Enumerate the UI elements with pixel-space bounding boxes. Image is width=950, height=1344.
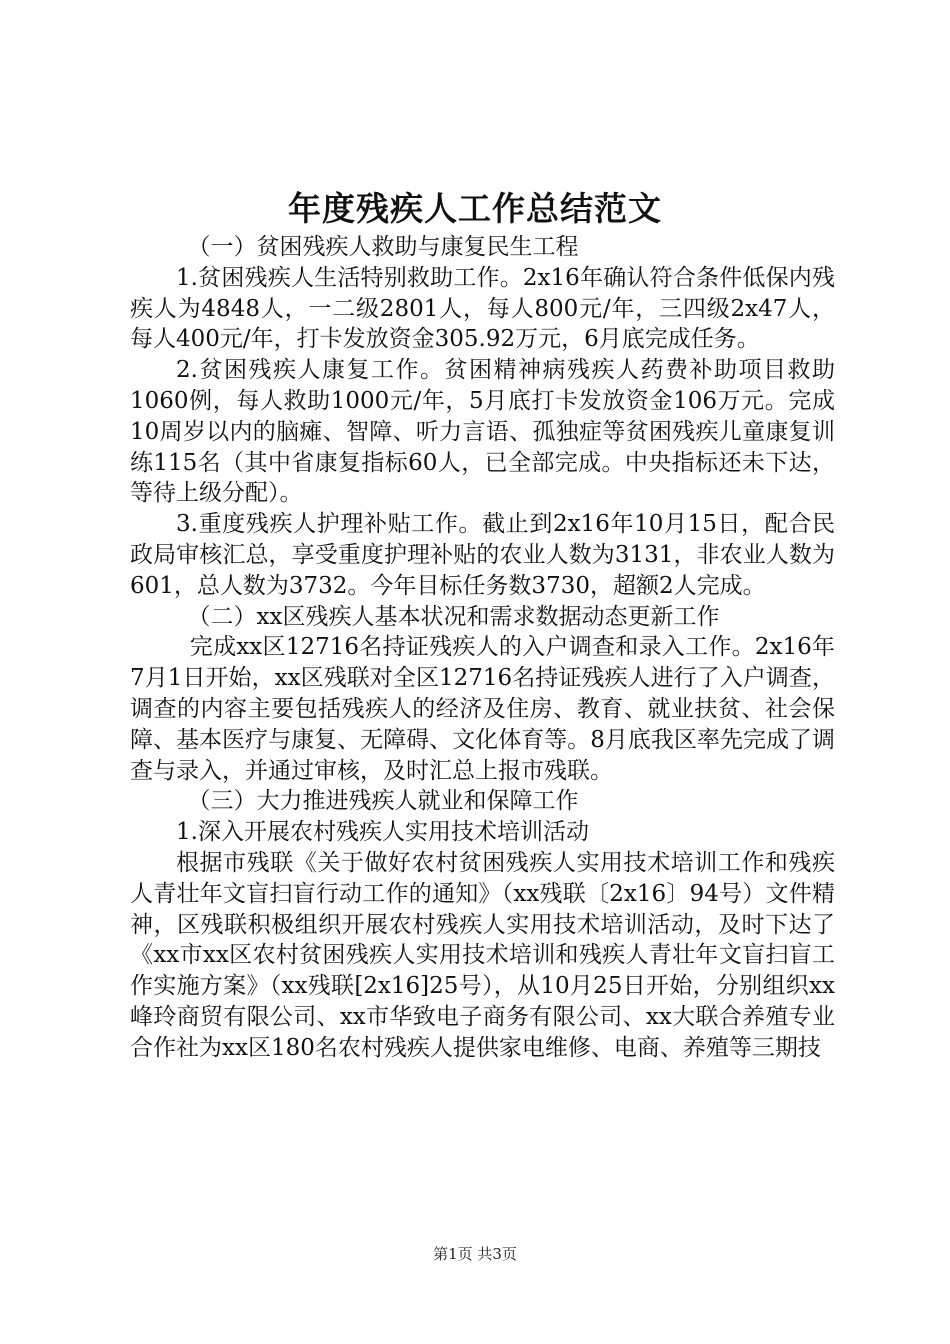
paragraph-survey: 完成xx区12716名持证残疾人的入户调查和录入工作。2x16年7月1日开始，xx区残联对全区12716名持证残疾人进行了入户调查，调查的内容主要包括残疾人的经济及住房、教育、就业扶贫、社会保障、基本医疗与康复、无障碍、文化体育等。8月底我区率先完成了调查与录入，并通过审核，及时汇总上报市残联。: [130, 634, 835, 784]
section-heading-2: （二）xx区残疾人基本状况和需求数据动态更新工作: [187, 603, 720, 630]
paragraph-training: 根据市残联《关于做好农村贫困残疾人实用技术培训工作和残疾人青壮年文盲扫盲行动工作的通知》（xx残联〔2x16〕94号）文件精神，区残联积极组织开展农村残疾人实用技术培训活动，及时下达了《xx市xx区农村贫困残疾人实用技术培训和残疾人青壮年文盲扫盲工作实施方案》（xx残联[2x16]25号），从10月25日开始，分别组织xx峰玲商贸有限公司、xx市华致电子商务有限公司、xx大联合养殖专业合作社为xx区180名农村残疾人提供家电维修、电商、养殖等三期技: [130, 849, 835, 1061]
section-heading-1: （一）贫困残疾人救助与康复民生工程: [187, 234, 579, 260]
document-title: 年度残疾人工作总结范文: [288, 189, 662, 228]
page-footer: 第1页 共3页: [433, 1245, 517, 1263]
document-body: [130, 232, 835, 1064]
subsection-heading-training: 1.深入开展农村残疾人实用技术培训活动: [176, 819, 589, 846]
paragraph-rehabilitation: 2.贫困残疾人康复工作。贫困精神病残疾人药费补助项目救助1060例，每人救助1000元/年，5月底打卡发放资金106万元。完成10周岁以内的脑瘫、智障、听力言语、孤独症等贫困残疾儿童康复训练115名（其中省康复指标60人，已全部完成。中央指标还未下达，等待上级分配）。: [130, 357, 835, 507]
paragraph-living-aid: 1.贫困残疾人生活特别救助工作。2x16年确认符合条件低保内残疾人为4848人，一二级2801人，每人800元/年，三四级2x47人，每人400元/年，打卡发放资金305.92万元，6月底完成任务。: [130, 264, 835, 353]
paragraph-nursing-subsidy: 3.重度残疾人护理补贴工作。截止到2x16年10月15日，配合民政局审核汇总，享受重度护理补贴的农业人数为3131，非农业人数为601，总人数为3732。今年目标任务数3730，超额2人完成。: [130, 511, 835, 599]
section-heading-3: （三）大力推进残疾人就业和保障工作: [187, 788, 579, 815]
